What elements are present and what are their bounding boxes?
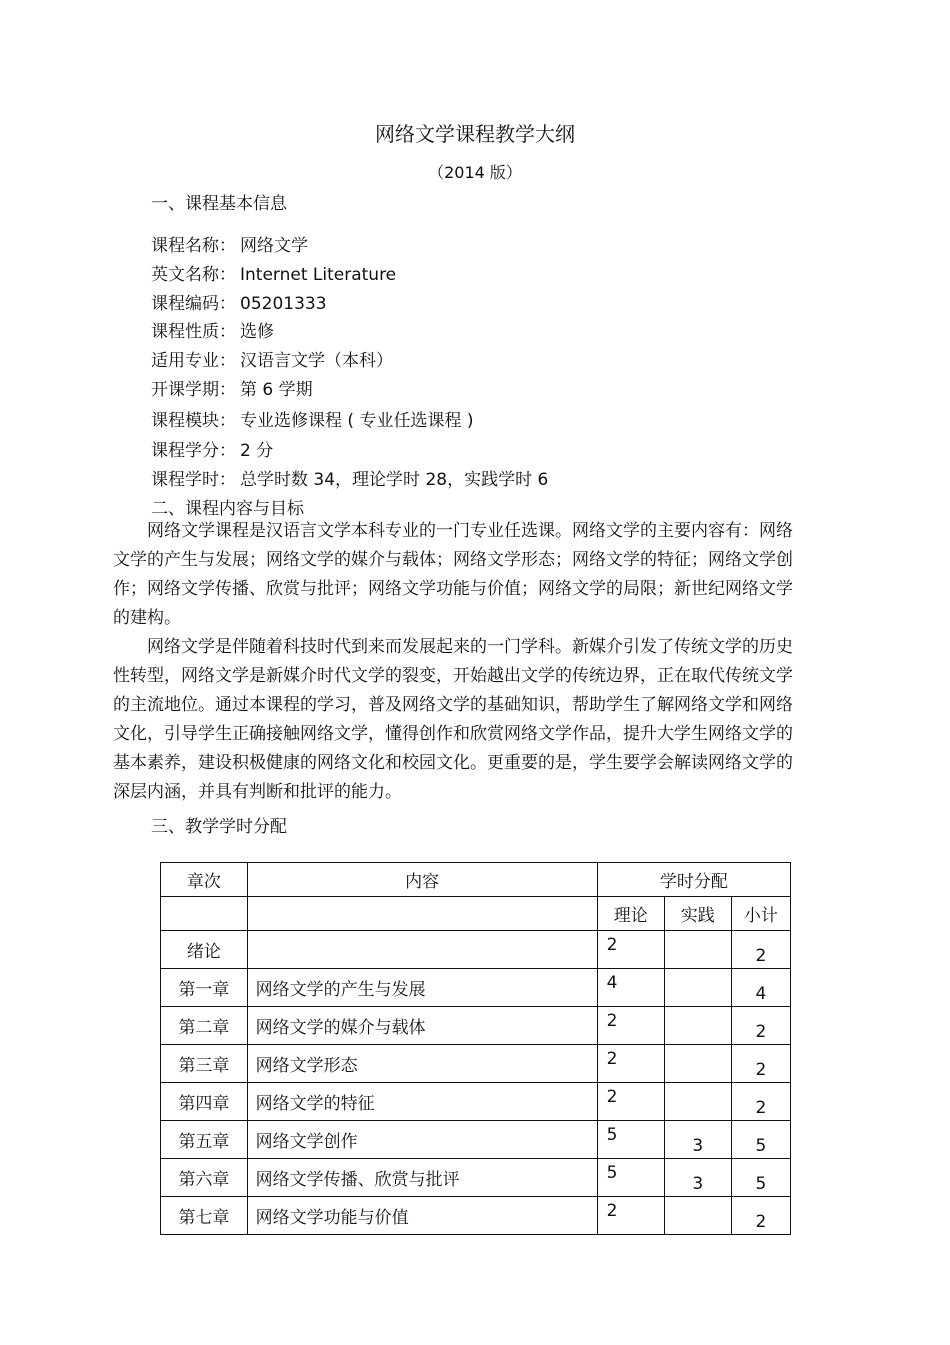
cell-practice: 3	[664, 1159, 731, 1197]
cell-subtotal: 5	[731, 1159, 790, 1197]
cell-theory: 5	[597, 1121, 664, 1159]
cell-chapter: 第四章	[161, 1083, 248, 1121]
cell-theory: 2	[597, 931, 664, 969]
hours-table	[160, 862, 791, 1235]
document-edition: （2014 版）	[428, 163, 522, 182]
header-theory: 理论	[597, 897, 664, 931]
info-label: 课程性质：	[151, 322, 236, 342]
info-row-english-name	[151, 260, 396, 285]
cell-practice	[664, 1007, 731, 1045]
subheader-empty	[247, 897, 597, 931]
cell-subtotal: 5	[731, 1121, 790, 1159]
cell-practice	[664, 931, 731, 969]
cell-subtotal: 2	[731, 1045, 790, 1083]
info-value: 第 6 学期	[240, 380, 313, 400]
document-title: 网络文学课程教学大纲	[375, 122, 575, 146]
cell-chapter: 第五章	[161, 1121, 248, 1159]
subheader-empty	[161, 897, 248, 931]
header-subtotal: 小计	[731, 897, 790, 931]
header-hours: 学时分配	[597, 863, 790, 897]
cell-content: 网络文学的媒介与载体	[247, 1007, 597, 1045]
info-label: 课程学分：	[151, 441, 236, 461]
table-row	[161, 1007, 791, 1045]
cell-theory: 2	[597, 1007, 664, 1045]
table-row	[161, 1083, 791, 1121]
info-label: 开课学期：	[151, 380, 236, 400]
section-heading-hours: 三、教学学时分配	[151, 817, 287, 837]
cell-practice	[664, 969, 731, 1007]
cell-theory: 2	[597, 1197, 664, 1235]
header-practice: 实践	[664, 897, 731, 931]
cell-content: 网络文学创作	[247, 1121, 597, 1159]
cell-theory: 2	[597, 1045, 664, 1083]
cell-chapter: 第三章	[161, 1045, 248, 1083]
cell-content	[247, 931, 597, 969]
info-value: Internet Literature	[240, 265, 397, 285]
cell-practice	[664, 1045, 731, 1083]
info-row-course-name	[151, 231, 308, 256]
cell-theory: 4	[597, 969, 664, 1007]
table-row	[161, 1159, 791, 1197]
paragraph-course-content: 网络文学课程是汉语言文学本科专业的一门专业任选课。网络文学的主要内容有：网络文学的产生与发展；网络文学的媒介与载体；网络文学形态；网络文学的特征；网络文学创作；网络文学传播、欣赏与批评；网络文学功能与价值；网络文学的局限；新世纪网络文学的建构。	[113, 521, 793, 628]
cell-content: 网络文学的特征	[247, 1083, 597, 1121]
cell-content: 网络文学形态	[247, 1045, 597, 1083]
cell-chapter: 第六章	[161, 1159, 248, 1197]
cell-content: 网络文学的产生与发展	[247, 969, 597, 1007]
cell-subtotal: 2	[731, 1083, 790, 1121]
info-value: 05201333	[240, 294, 327, 314]
cell-chapter: 第七章	[161, 1197, 248, 1235]
info-row-course-code	[151, 289, 327, 314]
info-row-major	[151, 346, 393, 371]
cell-theory: 5	[597, 1159, 664, 1197]
cell-chapter: 第一章	[161, 969, 248, 1007]
header-chapter: 章次	[161, 863, 248, 897]
cell-practice	[664, 1083, 731, 1121]
table-row	[161, 1197, 791, 1235]
section-heading-content-goals: 二、课程内容与目标	[151, 499, 304, 519]
info-row-credits	[151, 436, 273, 461]
cell-subtotal: 4	[731, 969, 790, 1007]
info-value: 选修	[240, 322, 274, 342]
cell-chapter: 绪论	[161, 931, 248, 969]
header-content: 内容	[247, 863, 597, 897]
info-label: 英文名称：	[151, 265, 236, 285]
table-subheader-row	[161, 897, 791, 931]
paragraph-course-goals: 网络文学是伴随着科技时代到来而发展起来的一门学科。新媒介引发了传统文学的历史性转型，网络文学是新媒介时代文学的裂变，开始越出文学的传统边界，正在取代传统文学的主流地位。通过本课程的学习，普及网络文学的基础知识，帮助学生了解网络文学和网络文化，引导学生正确接触网络文学，懂得创作和欣赏网络文学作品，提升大学生网络文学的基本素养，建设积极健康的网络文化和校园文化。更重要的是，学生要学会解读网络文学的深层内涵，并具有判断和批评的能力。	[113, 637, 793, 802]
section-heading-basic-info: 一、课程基本信息	[151, 194, 287, 214]
cell-subtotal: 2	[731, 1007, 790, 1045]
info-label: 课程名称：	[151, 236, 236, 256]
cell-content: 网络文学功能与价值	[247, 1197, 597, 1235]
table-row	[161, 969, 791, 1007]
cell-content: 网络文学传播、欣赏与批评	[247, 1159, 597, 1197]
info-value: 汉语言文学（本科）	[240, 351, 393, 371]
info-value: 网络文学	[240, 236, 308, 256]
info-label: 课程学时：	[151, 470, 236, 490]
cell-practice	[664, 1197, 731, 1235]
info-row-course-nature	[151, 317, 274, 342]
cell-subtotal: 2	[731, 931, 790, 969]
info-row-semester	[151, 375, 313, 400]
info-row-module	[151, 406, 473, 431]
cell-chapter: 第二章	[161, 1007, 248, 1045]
info-label: 适用专业：	[151, 351, 236, 371]
info-row-hours	[151, 465, 548, 490]
cell-theory: 2	[597, 1083, 664, 1121]
info-value: 专业选修课程 ( 专业任选课程 )	[240, 411, 474, 431]
cell-practice: 3	[664, 1121, 731, 1159]
table-row	[161, 1121, 791, 1159]
table-header-row	[161, 863, 791, 897]
table-row	[161, 931, 791, 969]
cell-subtotal: 2	[731, 1197, 790, 1235]
info-label: 课程编码：	[151, 294, 236, 314]
info-label: 课程模块：	[151, 411, 236, 431]
info-value: 总学时数 34，理论学时 28，实践学时 6	[240, 470, 549, 490]
table-row	[161, 1045, 791, 1083]
info-value: 2 分	[240, 441, 274, 461]
